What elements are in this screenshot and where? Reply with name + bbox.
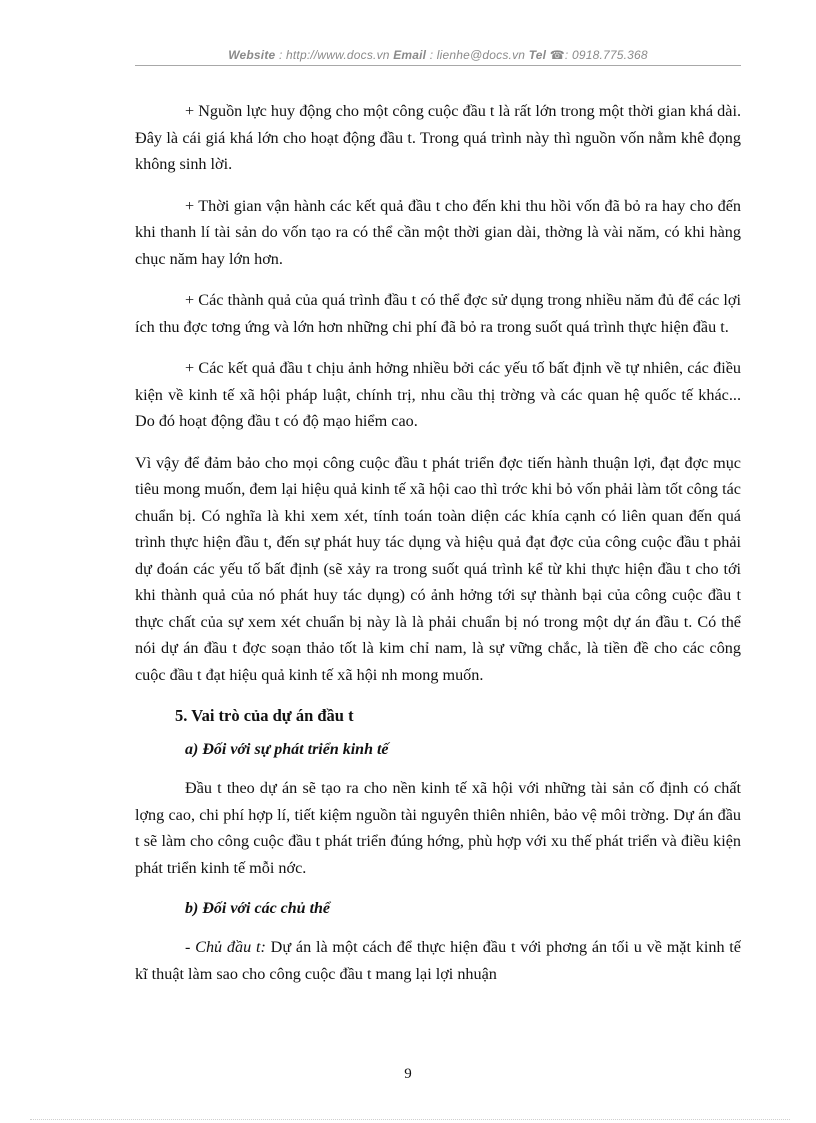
page-number: 9 [404, 1066, 412, 1082]
phone-icon: ☎ [549, 48, 565, 62]
paragraph-uncertainty: + Các kết quả đầu t chịu ảnh hởng nhiều bởi các yếu tố bất định về tự nhiên, các điều kiện về kinh tế xã hội pháp luật, chính trị, nhu cầu thị trờng và các quan hệ quốc tế khác... Do đó hoạt động đầu t có độ mạo hiểm cao. [135, 359, 741, 430]
header-divider [135, 65, 741, 66]
paragraph-preparation: Vì vậy để đảm bảo cho mọi công cuộc đầu t phát triển đợc tiến hành thuận lợi, đạt đợc mục tiêu mong muốn, đem lại hiệu quả kinh tế xã hội cao thì trớc khi bỏ vốn phải làm tốt công tác chuẩn bị. Có nghĩa là khi xem xét, tính toán toàn diện các khía cạnh có liên quan đến quá trình thực hiện đầu t, đến sự phát huy tác dụng và hiệu quả đạt đợc của công cuộc đầu t phải dự đoán các yếu tố bất định (sẽ xảy ra trong suốt quá trình kể từ khi thực hiện đầu t cho tới khi thành quả của nó phát huy tác dụng) có ảnh hởng tới sự thành bại của công cuộc đầu t thực chất của sự xem xét chuẩn bị này là là phải chuẩn bị nó trong một dự án đầu t. Có thể nói dự án đầu t đợc soạn thảo tốt là kim chỉ nam, là sự vững chắc, là tiền đề cho các công cuộc đầu t đạt hiệu quả kinh tế xã hội nh mong muốn. [135, 453, 741, 684]
paragraph-economic-role: Đầu t theo dự án sẽ tạo ra cho nền kinh tế xã hội với những tài sản cố định có chất lợng cao, chi phí hợp lí, tiết kiệm nguồn tài nguyên thiên nhiên, bảo vệ môi trờng. Dự án đầu t sẽ làm cho công cuộc đầu t phát triển đúng hớng, phù hợp với xu thế phát triển và điều kiện phát triển kinh tế mỗi nớc. [135, 779, 741, 877]
subheading-stakeholders: b) Đối với các chủ thể [185, 900, 331, 917]
page-header [135, 48, 741, 62]
investor-label: - Chủ đầu t: [185, 938, 266, 956]
paragraph-investor [135, 934, 741, 987]
page-bottom-border [30, 1119, 790, 1120]
email-label: Email [393, 48, 427, 62]
tel-value: : 0918.775.368 [564, 48, 648, 62]
paragraph-operation-time: + Thời gian vận hành các kết quả đầu t cho đến khi thu hồi vốn đã bỏ ra hay cho đến khi thanh lí tài sản do vốn tạo ra có thể cần một thời gian dài, thờng là vài năm, có khi hàng chục năm hay lớn hơn. [135, 196, 741, 268]
investor-text: Dự án là một cách để thực hiện đầu t với phơng án tối u về mặt kinh tế kĩ thuật làm sao cho công cuộc đầu t mang lại lợi nhuận [135, 938, 741, 983]
document-body [135, 98, 741, 987]
website-value: : http://www.docs.vn [275, 48, 394, 62]
section-heading-role-of-project: 5. Vai trò của dự án đầu t [175, 706, 354, 725]
subheading-economic-development: a) Đối với sự phát triển kinh tế [185, 741, 389, 758]
tel-label: Tel [528, 48, 547, 62]
paragraph-capital-mobilization: + Nguồn lực huy động cho một công cuộc đầu t là rất lớn trong một thời gian khá dài. Đây là cái giá khá lớn cho hoạt động đầu t. Trong quá trình này thì nguồn vốn nằm khê đọng không sinh lời. [135, 102, 741, 173]
website-label: Website [228, 48, 276, 62]
email-value: : lienhe@docs.vn [426, 48, 529, 62]
paragraph-investment-results: + Các thành quả của quá trình đầu t có thể đợc sử dụng trong nhiều năm đủ để các lợi ích thu đợc tơng ứng và lớn hơn những chi phí đã bỏ ra trong suốt quá trình thực hiện đầu t. [135, 291, 741, 336]
